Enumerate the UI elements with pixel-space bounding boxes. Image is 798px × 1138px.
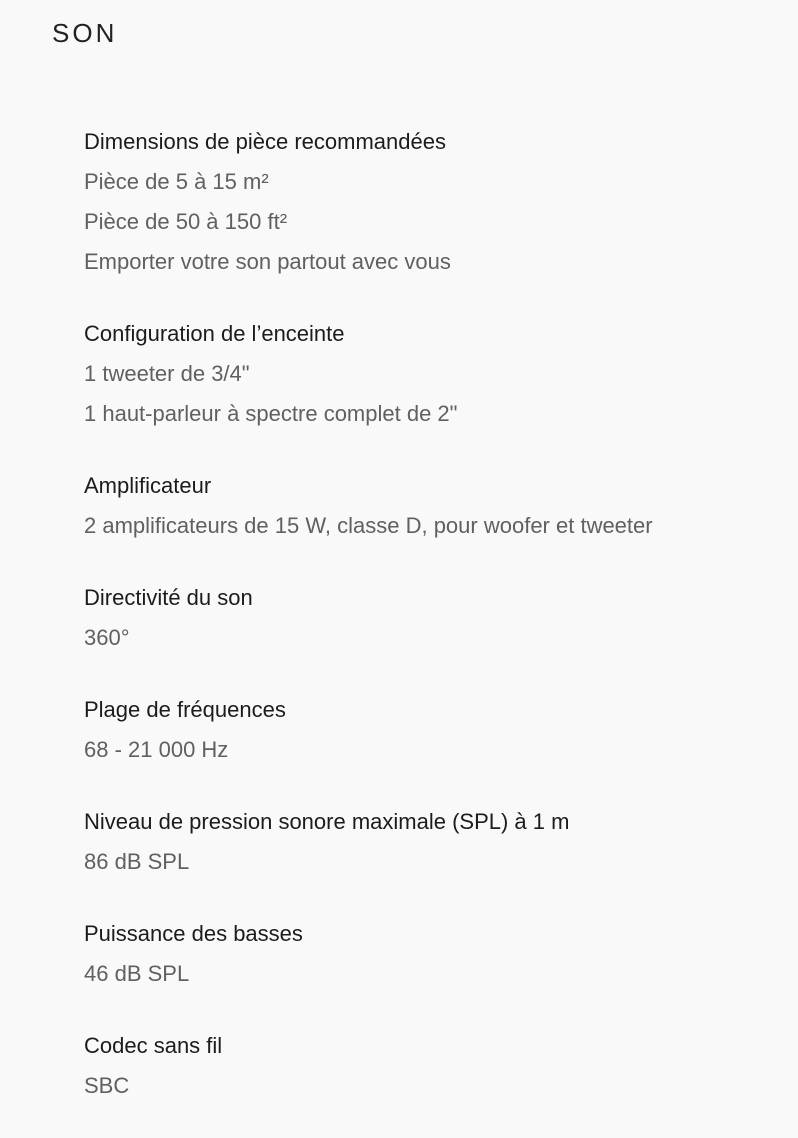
spec-label: Niveau de pression sonore maximale (SPL) à 1 m [84,809,570,834]
spec-value: 46 dB SPL [84,961,190,986]
spec-value: 360° [84,625,130,650]
spec-value: 1 haut-parleur à spectre complet de 2" [84,401,458,426]
spec-bass-power [84,914,784,994]
spec-label: Amplificateur [84,473,212,498]
spec-value: 2 amplificateurs de 15 W, classe D, pour woofer et tweeter [84,513,653,538]
spec-amplifier [84,466,784,546]
spec-list [84,122,784,1138]
spec-value: 86 dB SPL [84,849,190,874]
spec-wireless-codec [84,1026,784,1106]
spec-frequency-range [84,690,784,770]
spec-value: Pièce de 50 à 150 ft² [84,209,288,234]
spec-label: Plage de fréquences [84,697,286,722]
spec-value: Pièce de 5 à 15 m² [84,169,269,194]
spec-label: Codec sans fil [84,1033,223,1058]
spec-label: Configuration de l’enceinte [84,321,345,346]
spec-sound-directivity [84,578,784,658]
spec-value: 1 tweeter de 3/4" [84,361,250,386]
spec-label: Puissance des basses [84,921,303,946]
spec-room-size [84,122,784,282]
spec-speaker-configuration [84,314,784,434]
spec-label: Directivité du son [84,585,253,610]
spec-value: 68 - 21 000 Hz [84,737,229,762]
spec-value: SBC [84,1073,130,1098]
spec-max-spl [84,802,784,882]
spec-label: Dimensions de pièce recommandées [84,129,446,154]
section-title: SON [52,18,118,48]
spec-value: Emporter votre son partout avec vous [84,249,451,274]
